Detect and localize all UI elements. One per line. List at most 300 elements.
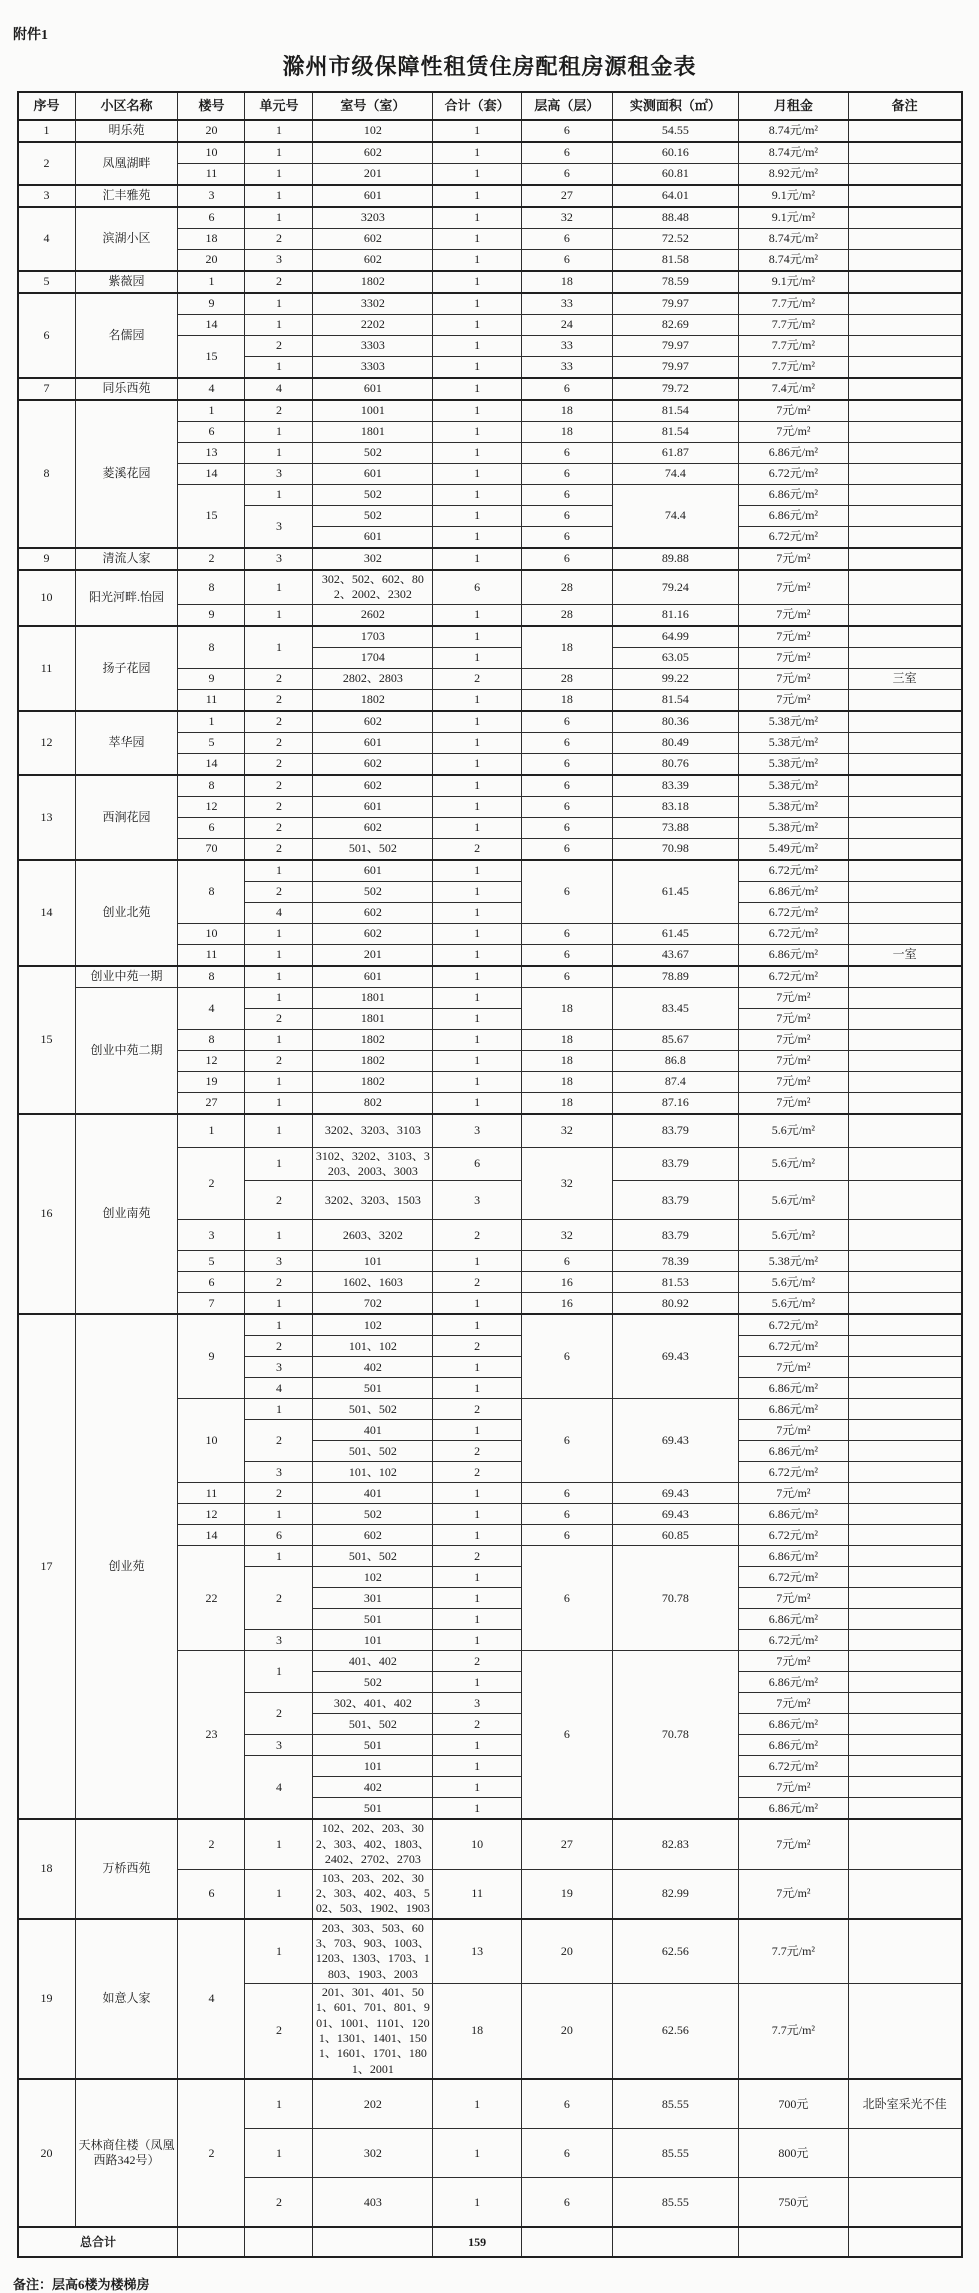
table-cell	[848, 689, 961, 711]
table-cell: 18	[522, 1092, 613, 1114]
table-cell	[848, 1735, 961, 1756]
table-cell: 1	[433, 711, 522, 733]
table-cell: 24	[522, 315, 613, 336]
table-cell	[848, 1630, 961, 1651]
table-cell: 8	[178, 570, 245, 604]
table-cell	[848, 250, 961, 272]
table-cell: 1	[245, 443, 313, 464]
table-cell: 64.99	[612, 626, 738, 648]
table-cell: 1	[433, 626, 522, 648]
table-cell: 13	[18, 775, 76, 860]
table-cell: 83.79	[612, 1147, 738, 1181]
table-cell: 101	[313, 1756, 433, 1777]
table-cell: 101、102	[313, 1462, 433, 1483]
table-cell	[848, 1609, 961, 1630]
table-cell: 602	[313, 775, 433, 797]
table-row	[18, 711, 962, 733]
table-cell: 1801	[313, 422, 433, 443]
table-cell	[848, 1220, 961, 1251]
table-cell: 1	[245, 1546, 313, 1567]
table-cell: 1	[433, 753, 522, 775]
table-cell: 1	[433, 506, 522, 527]
table-cell: 15	[178, 485, 245, 549]
table-cell: 61.45	[612, 860, 738, 924]
table-cell: 69.43	[612, 1314, 738, 1399]
table-cell: 2	[433, 1272, 522, 1293]
table-cell: 7元/m²	[739, 626, 849, 648]
table-cell	[848, 1588, 961, 1609]
table-cell: 401	[313, 1483, 433, 1504]
table-cell: 6.86元/m²	[739, 1504, 849, 1525]
table-cell: 102	[313, 1567, 433, 1588]
table-cell	[848, 422, 961, 443]
table-cell: 8	[178, 966, 245, 988]
table-cell: 2802、2803	[313, 668, 433, 689]
table-cell: 501、502	[313, 1399, 433, 1420]
table-cell: 4	[245, 1378, 313, 1399]
table-cell: 1	[433, 923, 522, 944]
table-cell: 301	[313, 1588, 433, 1609]
table-cell: 302	[313, 548, 433, 570]
table-cell: 19	[522, 1869, 613, 1919]
table-cell	[313, 2227, 433, 2257]
table-cell: 1	[433, 732, 522, 753]
table-cell: 创业中苑二期	[75, 987, 178, 1114]
table-cell: 2	[245, 689, 313, 711]
table-cell: 3	[245, 1251, 313, 1272]
table-cell	[848, 753, 961, 775]
table-cell	[848, 1181, 961, 1220]
table-cell: 6.72元/m²	[739, 902, 849, 923]
table-cell: 18	[18, 1819, 76, 1918]
table-cell: 20	[18, 2079, 76, 2227]
table-cell: 8	[178, 626, 245, 669]
table-cell: 1	[245, 1819, 313, 1869]
table-cell: 1	[245, 293, 313, 315]
table-cell: 3203	[313, 207, 433, 229]
table-cell: 3	[433, 1114, 522, 1148]
table-cell: 8.74元/m²	[739, 229, 849, 250]
table-cell: 3	[245, 506, 313, 549]
table-cell: 6.86元/m²	[739, 1714, 849, 1735]
table-cell: 1	[433, 902, 522, 923]
table-cell: 201、301、401、501、601、701、801、901、1001、1101、1201、1301、1401、1501、1601、1701、1801、2001	[313, 1984, 433, 2080]
table-cell: 北卧室采光不佳	[848, 2079, 961, 2129]
table-cell: 7元/m²	[739, 1029, 849, 1050]
table-cell: 2	[245, 881, 313, 902]
table-cell: 82.83	[612, 1819, 738, 1869]
table-cell: 5.38元/m²	[739, 817, 849, 838]
table-cell: 7元/m²	[739, 647, 849, 668]
table-cell	[848, 1984, 961, 2080]
table-cell: 10	[18, 570, 76, 626]
table-cell: 1	[245, 164, 313, 186]
table-cell: 1	[433, 1798, 522, 1820]
table-cell: 14	[178, 315, 245, 336]
table-cell: 18	[522, 987, 613, 1029]
table-cell: 6	[522, 1251, 613, 1272]
table-cell: 6	[178, 1869, 245, 1919]
table-cell: 2602	[313, 604, 433, 626]
table-cell: 99.22	[612, 668, 738, 689]
table-cell: 27	[522, 185, 613, 207]
table-cell: 602	[313, 1525, 433, 1546]
table-cell: 2	[433, 668, 522, 689]
table-cell: 1	[245, 120, 313, 142]
table-cell: 61.87	[612, 443, 738, 464]
table-cell: 602	[313, 229, 433, 250]
table-cell	[848, 1567, 961, 1588]
table-cell	[848, 1378, 961, 1399]
table-cell	[848, 647, 961, 668]
table-cell: 1	[245, 1029, 313, 1050]
table-cell: 2	[245, 1984, 313, 2080]
table-cell: 18	[522, 689, 613, 711]
table-cell: 2	[245, 1483, 313, 1504]
table-cell: 78.39	[612, 1251, 738, 1272]
table-cell: 2	[178, 1819, 245, 1869]
table-cell: 502	[313, 881, 433, 902]
table-cell: 83.79	[612, 1181, 738, 1220]
table-cell: 19	[18, 1919, 76, 2080]
table-cell: 1	[245, 2079, 313, 2129]
table-cell: 11	[18, 626, 76, 711]
table-cell	[848, 902, 961, 923]
table-cell: 3	[178, 1220, 245, 1251]
table-cell: 18	[522, 1071, 613, 1092]
table-cell: 800元	[739, 2129, 849, 2178]
table-cell: 1	[433, 2178, 522, 2228]
table-cell: 9	[178, 668, 245, 689]
table-cell: 2	[433, 1399, 522, 1420]
table-cell: 28	[522, 570, 613, 604]
table-cell: 2	[245, 753, 313, 775]
table-cell: 6.86元/m²	[739, 1399, 849, 1420]
table-cell: 1	[245, 987, 313, 1008]
table-cell: 1	[433, 1050, 522, 1071]
table-cell	[848, 164, 961, 186]
table-cell: 14	[178, 1525, 245, 1546]
table-cell: 6.86元/m²	[739, 1546, 849, 1567]
table-cell: 1	[433, 860, 522, 882]
table-header	[18, 92, 962, 120]
table-row	[18, 400, 962, 422]
table-cell: 601	[313, 527, 433, 549]
table-cell: 1	[433, 164, 522, 186]
table-cell: 7.7元/m²	[739, 315, 849, 336]
table-cell: 8	[178, 1029, 245, 1050]
table-cell	[848, 775, 961, 797]
table-cell: 1	[433, 271, 522, 293]
table-cell: 302、502、602、802、2002、2302	[313, 570, 433, 604]
table-cell: 1	[245, 2129, 313, 2178]
table-cell: 6.72元/m²	[739, 464, 849, 485]
table-cell: 1	[433, 1504, 522, 1525]
table-cell	[848, 207, 961, 229]
table-cell: 101	[313, 1630, 433, 1651]
table-cell: 3	[18, 185, 76, 207]
table-cell: 3202、3203、3103	[313, 1114, 433, 1148]
table-cell: 62.56	[612, 1984, 738, 2080]
table-cell: 80.49	[612, 732, 738, 753]
table-cell: 5.49元/m²	[739, 838, 849, 860]
table-cell: 1	[433, 548, 522, 570]
table-cell: 2	[245, 1181, 313, 1220]
table-cell: 1	[245, 570, 313, 604]
table-cell: 创业北苑	[75, 860, 178, 966]
table-cell: 1	[433, 1293, 522, 1315]
table-cell: 1	[245, 1114, 313, 1148]
table-cell	[848, 120, 961, 142]
table-cell: 1	[433, 1029, 522, 1050]
table-cell: 6	[178, 1272, 245, 1293]
table-cell: 69.43	[612, 1504, 738, 1525]
table-cell: 7	[178, 1293, 245, 1315]
table-cell: 1	[433, 527, 522, 549]
table-row	[18, 185, 962, 207]
table-cell: 7元/m²	[739, 668, 849, 689]
table-cell: 83.79	[612, 1114, 738, 1148]
table-row	[18, 293, 962, 315]
table-cell: 4	[245, 1756, 313, 1820]
table-cell: 4	[245, 378, 313, 400]
table-cell: 6	[522, 229, 613, 250]
table-cell: 1	[433, 647, 522, 668]
table-cell: 12	[178, 1504, 245, 1525]
table-cell: 74.4	[612, 464, 738, 485]
table-cell: 6.86元/m²	[739, 506, 849, 527]
table-cell: 9.1元/m²	[739, 207, 849, 229]
table-cell: 4	[18, 207, 76, 271]
table-cell: 72.52	[612, 229, 738, 250]
table-cell: 5	[178, 1251, 245, 1272]
table-cell: 8.74元/m²	[739, 120, 849, 142]
table-cell: 6.72元/m²	[739, 1462, 849, 1483]
table-cell: 6	[522, 1399, 613, 1483]
table-cell: 6	[522, 1314, 613, 1399]
table-cell	[848, 2227, 961, 2257]
table-cell: 6	[522, 1525, 613, 1546]
table-cell: 15	[178, 336, 245, 379]
table-cell	[848, 1714, 961, 1735]
table-cell: 三室	[848, 668, 961, 689]
table-cell: 87.4	[612, 1071, 738, 1092]
table-cell: 73.88	[612, 817, 738, 838]
table-cell: 1	[245, 1504, 313, 1525]
table-cell: 1	[433, 1314, 522, 1336]
table-cell: 2	[245, 1693, 313, 1735]
table-cell: 2	[245, 838, 313, 860]
table-cell: 7元/m²	[739, 1588, 849, 1609]
table-cell: 3	[433, 1693, 522, 1714]
table-cell: 萃华园	[75, 711, 178, 775]
table-cell	[848, 400, 961, 422]
table-cell: 7元/m²	[739, 548, 849, 570]
table-cell: 6.86元/m²	[739, 1609, 849, 1630]
table-cell: 602	[313, 923, 433, 944]
table-cell: 4	[178, 1919, 245, 2080]
table-cell	[848, 1050, 961, 1071]
table-cell: 8.92元/m²	[739, 164, 849, 186]
table-cell: 9	[178, 293, 245, 315]
table-cell: 32	[522, 1147, 613, 1220]
table-cell: 7元/m²	[739, 1869, 849, 1919]
table-cell: 1	[433, 966, 522, 988]
table-cell: 1802	[313, 1029, 433, 1050]
table-cell	[848, 2129, 961, 2178]
table-cell	[848, 548, 961, 570]
table-cell: 1	[433, 422, 522, 443]
table-cell: 6.86元/m²	[739, 1441, 849, 1462]
table-cell: 61.45	[612, 923, 738, 944]
table-cell: 82.99	[612, 1869, 738, 1919]
table-cell	[848, 1651, 961, 1672]
table-cell: 1	[245, 923, 313, 944]
table-cell: 6	[522, 2129, 613, 2178]
table-cell: 2	[245, 229, 313, 250]
table-cell: 1	[433, 944, 522, 966]
table-cell	[245, 2227, 313, 2257]
table-cell: 2	[433, 1651, 522, 1672]
table-cell: 2	[433, 1462, 522, 1483]
table-cell: 85.67	[612, 1029, 738, 1050]
table-cell: 1	[433, 1672, 522, 1693]
table-cell: 7.7元/m²	[739, 336, 849, 357]
table-cell	[848, 1336, 961, 1357]
table-cell: 9.1元/m²	[739, 271, 849, 293]
table-cell: 3	[178, 185, 245, 207]
table-cell: 总合计	[18, 2227, 178, 2257]
table-cell	[848, 336, 961, 357]
table-cell: 11	[178, 164, 245, 186]
table-cell: 202	[313, 2079, 433, 2129]
table-cell: 1	[433, 1420, 522, 1441]
table-cell: 1	[245, 966, 313, 988]
table-cell: 13	[178, 443, 245, 464]
table-cell: 3	[245, 1462, 313, 1483]
table-cell: 1	[245, 1220, 313, 1251]
table-cell	[848, 817, 961, 838]
table-cell: 81.58	[612, 250, 738, 272]
table-cell	[848, 506, 961, 527]
table-cell: 6.86元/m²	[739, 1735, 849, 1756]
table-cell: 9	[178, 1314, 245, 1399]
table-cell: 1	[245, 422, 313, 443]
table-cell: 8	[178, 860, 245, 924]
table-cell: 10	[178, 923, 245, 944]
table-cell: 1	[433, 1378, 522, 1399]
table-cell: 1	[18, 120, 76, 142]
table-cell: 2	[245, 1420, 313, 1462]
table-cell: 1	[245, 604, 313, 626]
table-cell: 81.16	[612, 604, 738, 626]
table-cell: 78.59	[612, 271, 738, 293]
table-row	[18, 142, 962, 164]
table-cell: 2	[245, 775, 313, 797]
table-cell: 6.86元/m²	[739, 944, 849, 966]
table-cell: 1	[433, 378, 522, 400]
table-cell: 2	[245, 668, 313, 689]
table-cell: 3	[245, 1357, 313, 1378]
table-cell: 1	[433, 1630, 522, 1651]
table-cell: 1	[178, 1114, 245, 1148]
table-cell: 1	[433, 185, 522, 207]
table-cell: 6.86元/m²	[739, 1378, 849, 1399]
table-cell: 17	[18, 1314, 76, 1819]
table-cell: 6	[245, 1525, 313, 1546]
table-cell: 6	[433, 570, 522, 604]
table-cell: 402	[313, 1357, 433, 1378]
table-cell: 28	[522, 668, 613, 689]
table-cell: 6.86元/m²	[739, 1798, 849, 1820]
table-row	[18, 207, 962, 229]
table-cell: 6	[522, 378, 613, 400]
table-cell: 12	[178, 796, 245, 817]
table-cell: 6.86元/m²	[739, 1672, 849, 1693]
table-cell: 18	[522, 626, 613, 669]
table-cell: 1	[245, 1919, 313, 1984]
table-cell: 2	[245, 336, 313, 357]
table-cell: 6.72元/m²	[739, 527, 849, 549]
table-cell: 18	[433, 1984, 522, 2080]
table-cell: 602	[313, 711, 433, 733]
table-cell: 302、401、402	[313, 1693, 433, 1714]
table-cell: 天林商住楼（凤凰西路342号）	[75, 2079, 178, 2227]
table-cell: 2	[245, 1008, 313, 1029]
table-cell: 创业苑	[75, 1314, 178, 1819]
table-cell	[848, 464, 961, 485]
table-cell	[848, 1399, 961, 1420]
table-row	[18, 1919, 962, 1984]
table-row	[18, 1314, 962, 1336]
table-cell: 2	[178, 1147, 245, 1220]
table-cell: 6	[522, 464, 613, 485]
table-cell: 7.4元/m²	[739, 378, 849, 400]
table-cell: 2	[245, 271, 313, 293]
table-cell	[848, 1777, 961, 1798]
table-cell: 紫薇园	[75, 271, 178, 293]
column-header: 序号	[18, 92, 76, 120]
table-cell: 1802	[313, 689, 433, 711]
table-cell: 60.85	[612, 1525, 738, 1546]
table-cell: 6	[522, 2079, 613, 2129]
table-cell	[848, 881, 961, 902]
table-cell	[848, 1272, 961, 1293]
table-cell: 401、402	[313, 1651, 433, 1672]
table-cell: 西涧花园	[75, 775, 178, 860]
table-cell: 63.05	[612, 647, 738, 668]
table-row	[18, 548, 962, 570]
table-cell: 11	[178, 944, 245, 966]
table-cell: 16	[522, 1293, 613, 1315]
table-cell: 1	[433, 1008, 522, 1029]
table-cell: 6	[522, 796, 613, 817]
table-cell: 2	[178, 548, 245, 570]
table-cell: 2	[245, 1272, 313, 1293]
table-cell	[848, 1504, 961, 1525]
table-cell: 1	[433, 689, 522, 711]
table-cell: 79.97	[612, 293, 738, 315]
table-cell: 6	[522, 923, 613, 944]
table-cell: 1	[245, 1314, 313, 1336]
table-cell	[848, 1672, 961, 1693]
table-cell: 602	[313, 902, 433, 923]
table-cell: 33	[522, 357, 613, 379]
table-cell: 1	[245, 860, 313, 882]
table-cell: 81.54	[612, 422, 738, 443]
table-cell: 5.6元/m²	[739, 1181, 849, 1220]
table-cell: 6	[522, 753, 613, 775]
